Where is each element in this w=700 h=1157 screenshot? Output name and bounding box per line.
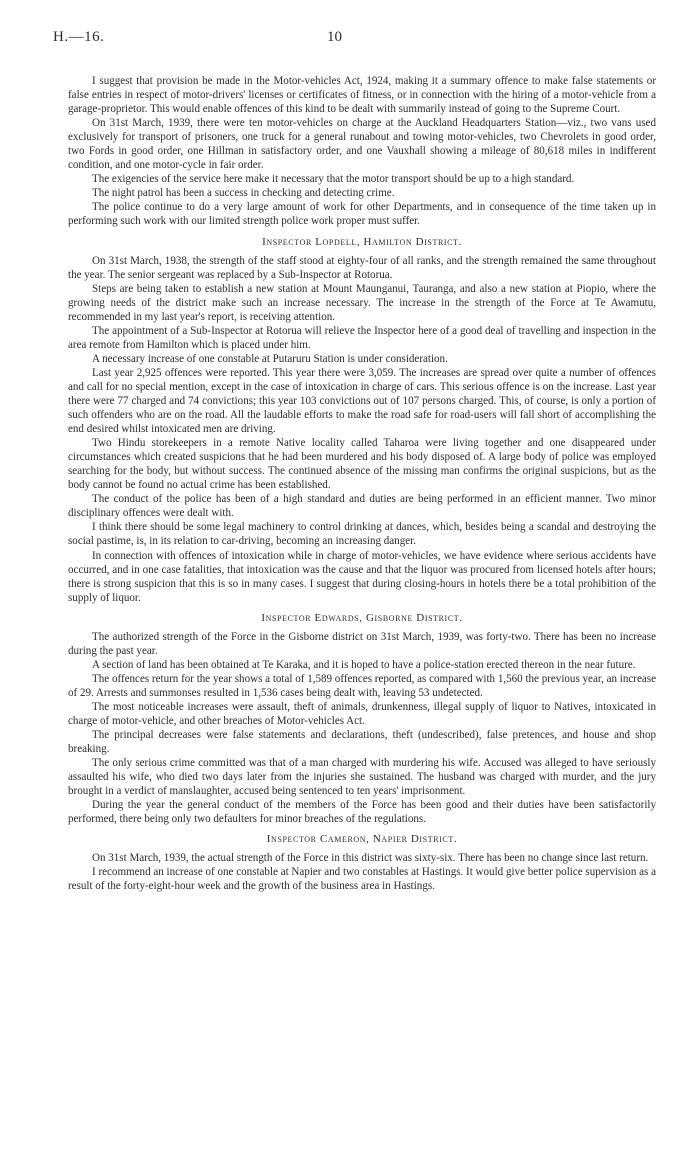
section-continuation (68, 74, 656, 229)
paragraph: The appointment of a Sub-Inspector at Rotorua will relieve the Inspector here of a good deal of travelling and inspection in the area remote from Hamilton which is placed under him. (68, 324, 656, 351)
paragraph: The police continue to do a very large amount of work for other Departments, and in consequence of the time taken up in performing such work with our limited strength police work proper must suffer. (68, 201, 656, 228)
paragraph: The principal decreases were false statements and declarations, theft (undescribed), false pretences, and house and shop breaking. (68, 729, 656, 756)
paragraph: Last year 2,925 offences were reported. This year there were 3,059. The increases are spread over quite a number of offences and call for no special mention, except in the case of intoxication in charge of cars. This serious offence is on the increase. Last year there were 77 charged and 74 convictions; this year 103 convictions out of 107 persons charged. This, of course, is only a portion of such offenders who are on the road. All the laudable efforts to make the road safe for road-users will fall short of accomplishing the end desired whilst intoxicated men are driving. (68, 366, 656, 436)
paragraph: The most noticeable increases were assault, theft of animals, drunkenness, illegal supply of liquor to Natives, intoxicated in charge of motor-vehicle, and other breaches of Motor-vehicles Act. (68, 700, 656, 727)
page-header (53, 29, 640, 49)
paragraph: The offences return for the year shows a total of 1,589 offences reported, as compared with 1,560 the previous year, an increase of 29. Arrests and summonses resulted in 1,536 cases being dealt with, leaving 53 undetected. (68, 672, 656, 699)
paragraph: In connection with offences of intoxication while in charge of motor-vehicles, we have evidence where serious accidents have occurred, and in one case fatalities, that intoxication was the cause and that the liquor was procured from licensed hotels after hours; there is strong suspicion that this is so in many cases. I suggest that during closing-hours in hotels there be a total prohibition of the supply of liquor. (68, 549, 656, 604)
paragraph: The night patrol has been a success in checking and detecting crime. (92, 187, 395, 200)
paragraph: Two Hindu storekeepers in a remote Native locality called Taharoa were living together and one disappeared under circumstances which created suspicions that he had been murdered and his body disposed of. A large body of police was employed searching for the body, but without success. The continued absence of the missing man confirms the original suspicions, but as the body cannot be found no actual crime has been established. (68, 437, 656, 492)
section-heading: Inspector Lopdell, Hamilton District. (262, 235, 462, 248)
section-heading: Inspector Cameron, Napier District. (266, 833, 458, 846)
paragraph: A section of land has been obtained at Te Karaka, and it is hoped to have a police-station erected thereon in the near future. (92, 658, 636, 671)
paragraph: The conduct of the police has been of a high standard and duties are being performed in an efficient manner. Two minor disciplinary offences were dealt with. (68, 493, 656, 520)
paragraph: On 31st March, 1938, the strength of the staff stood at eighty-four of all ranks, and the strength remained the same throughout the year. The senior sergeant was replaced by a Sub-Inspector at Rotorua. (68, 254, 656, 281)
paragraph: I suggest that provision be made in the Motor-vehicles Act, 1924, making it a summary offence to make false statements or false entries in respect of motor-drivers' licenses or certificates of fitness, or in connection with the hiring of a motor-vehicle from a garage-proprietor. This would enable offences of this kind to be dealt with summarily instead of going to the Supreme Court. (68, 75, 656, 116)
document-reference: H.—16. (53, 29, 105, 45)
section-heading: Inspector Edwards, Gisborne District. (261, 611, 463, 624)
paragraph: I recommend an increase of one constable at Napier and two constables at Hastings. It would give better police supervision as a result of the forty-eight-hour week and the growth of the business area in Hastings. (68, 866, 656, 893)
paragraph: During the year the general conduct of the members of the Force has been good and their duties have been satisfactorily performed, there being only two defaulters for minor breaches of the regulations. (68, 799, 656, 826)
paragraph: Steps are being taken to establish a new station at Mount Maunganui, Tauranga, and also a new station at Piopio, where the growing needs of the district make such an increase necessary. The increase in the strength of the Force at Te Awamutu, recommended in my last year's report, is receiving attention. (68, 282, 656, 323)
document-body (68, 74, 656, 893)
paragraph: On 31st March, 1939, the actual strength of the Force in this district was sixty-six. There has been no change since last return. (92, 852, 649, 865)
paragraph: The exigencies of the service here make it necessary that the motor transport should be up to a high standard. (92, 173, 575, 186)
section-napier-district (68, 832, 656, 893)
section-hamilton-district (68, 235, 656, 605)
page-number: 10 (327, 29, 342, 45)
paragraph: A necessary increase of one constable at Putaruru Station is under consideration. (92, 352, 448, 365)
paragraph: The authorized strength of the Force in the Gisborne district on 31st March, 1939, was forty-two. There has been no increase during the past year. (68, 630, 656, 657)
section-gisborne-district (68, 611, 656, 827)
paragraph: I think there should be some legal machinery to control drinking at dances, which, besides being a scandal and destroying the social pastime, is, in its relation to car-driving, becoming an increasing danger. (68, 521, 656, 548)
paragraph: On 31st March, 1939, there were ten motor-vehicles on charge at the Auckland Headquarters Station—viz., two vans used exclusively for transport of prisoners, one truck for a general runabout and towing motor-vehicles, two Chevrolets in good order, two Fords in good order, one Hillman in satisfactory order, and one Vauxhall showing a mileage of 80,618 miles in indifferent condition, and one motor-cycle in fair order. (68, 117, 656, 172)
paragraph: The only serious crime committed was that of a man charged with murdering his wife. Accused was alleged to have seriously assaulted his wife, who died two days later from the injuries she sustained. The husband was charged with murder, and the jury brought in a verdict of manslaughter, accused being sentenced to ten years' imprisonment. (68, 757, 656, 798)
